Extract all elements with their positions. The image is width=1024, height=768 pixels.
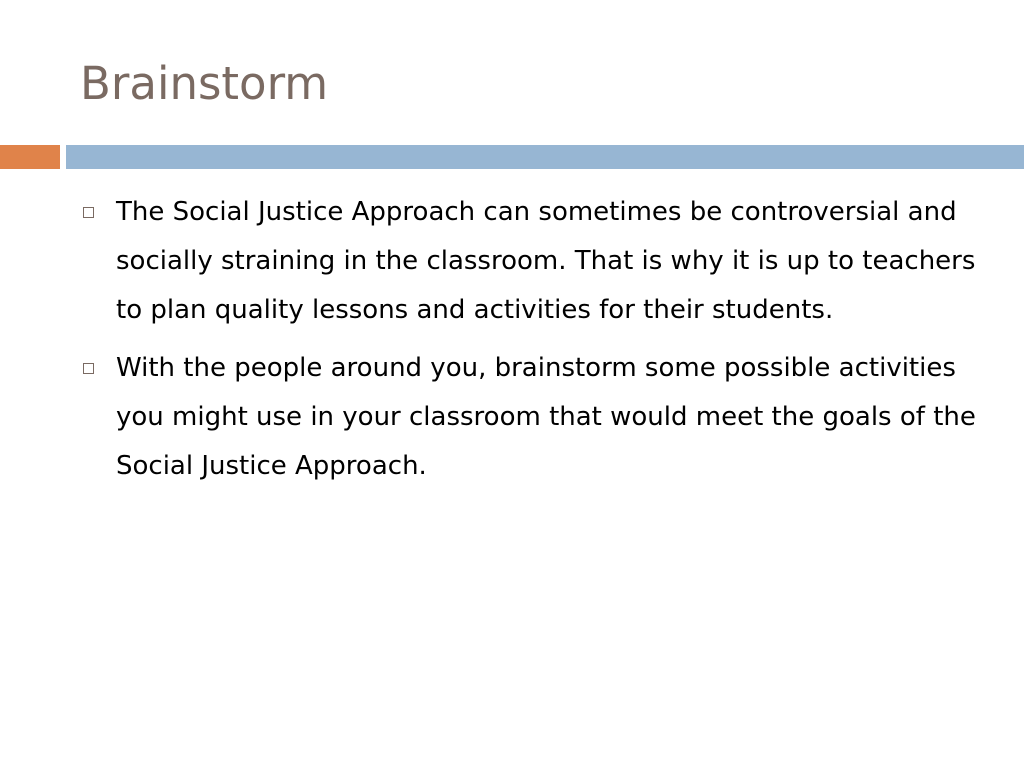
hollow-square-bullet-icon bbox=[83, 363, 94, 374]
bullet-text: With the people around you, brainstorm some possible activities you might use in your classroom that would meet the goals of the Social Justice Approach. bbox=[116, 353, 976, 481]
hollow-square-bullet-icon bbox=[83, 207, 94, 218]
bullet-text: The Social Justice Approach can sometimes be controversial and socially straining in the classroom. That is why it is up to teachers to plan quality lessons and activities for their students. bbox=[116, 197, 976, 325]
bullet-list bbox=[80, 188, 980, 500]
bullet-item bbox=[80, 188, 980, 335]
slide-title: Brainstorm bbox=[80, 57, 329, 110]
title-underline-bar bbox=[66, 145, 1024, 169]
bullet-item bbox=[80, 344, 980, 491]
accent-bar bbox=[0, 145, 60, 169]
